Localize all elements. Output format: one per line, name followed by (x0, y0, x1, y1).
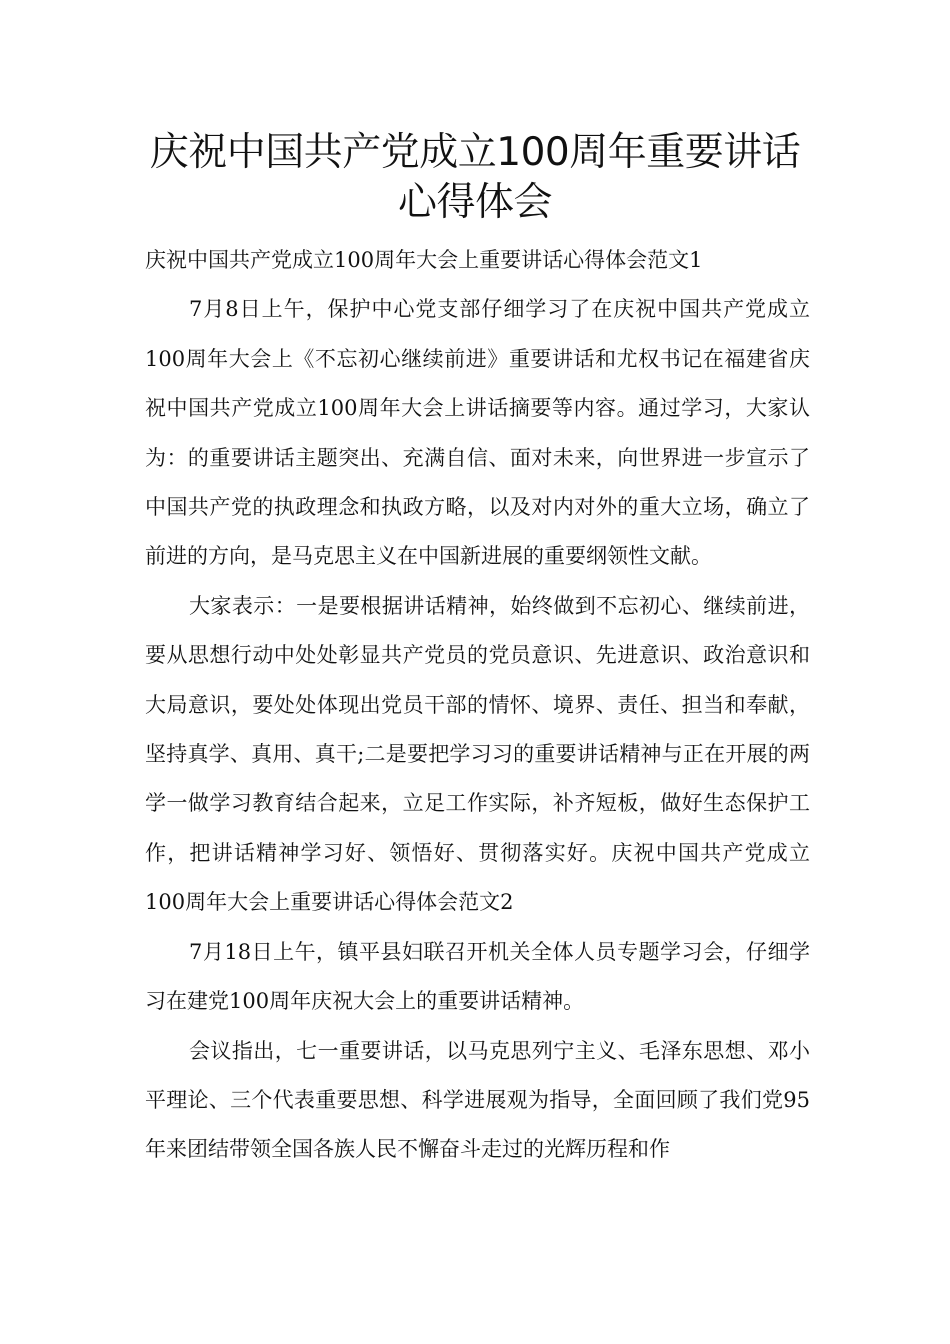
paragraph-4: 会议指出，七一重要讲话，以马克思列宁主义、毛泽东思想、邓小平理论、三个代表重要思想、科学进展观为指导，全面回顾了我们党95年来团结带领全国各族人民不懈奋斗走过的光辉历程和作 (145, 1038, 810, 1162)
document-body (145, 236, 810, 1175)
paragraph-3: 7月18日上午，镇平县妇联召开机关全体人员专题学习会，仔细学习在建党100周年庆祝大会上的重要讲话精神。 (145, 939, 810, 1014)
document-title: 庆祝中国共产党成立100周年重要讲话心得体会 (149, 130, 801, 225)
paragraph-1: 7月8日上午，保护中心党支部仔细学习了在庆祝中国共产党成立100周年大会上《不忘初心继续前进》重要讲话和尤权书记在福建省庆祝中国共产党成立100周年大会上讲话摘要等内容。通过学习，大家认为：的重要讲话主题突出、充满自信、面对未来，向世界进一步宣示了中国共产党的执政理念和执政方略，以及对内对外的重大立场，确立了前进的方向，是马克思主义在中国新进展的重要纲领性文献。 (145, 297, 810, 569)
paragraph-heading-1: 庆祝中国共产党成立100周年大会上重要讲话心得体会范文1 (145, 248, 703, 272)
paragraph-2: 大家表示：一是要根据讲话精神，始终做到不忘初心、继续前进，要从思想行动中处处彰显共产党员的党员意识、先进意识、政治意识和大局意识，要处处体现出党员干部的情怀、境界、责任、担当和奉献，坚持真学、真用、真干;二是要把学习习的重要讲话精神与正在开展的两学一做学习教育结合起来，立足工作实际，补齐短板，做好生态保护工作，把讲话精神学习好、领悟好、贯彻落实好。庆祝中国共产党成立100周年大会上重要讲话心得体会范文2 (145, 593, 810, 915)
